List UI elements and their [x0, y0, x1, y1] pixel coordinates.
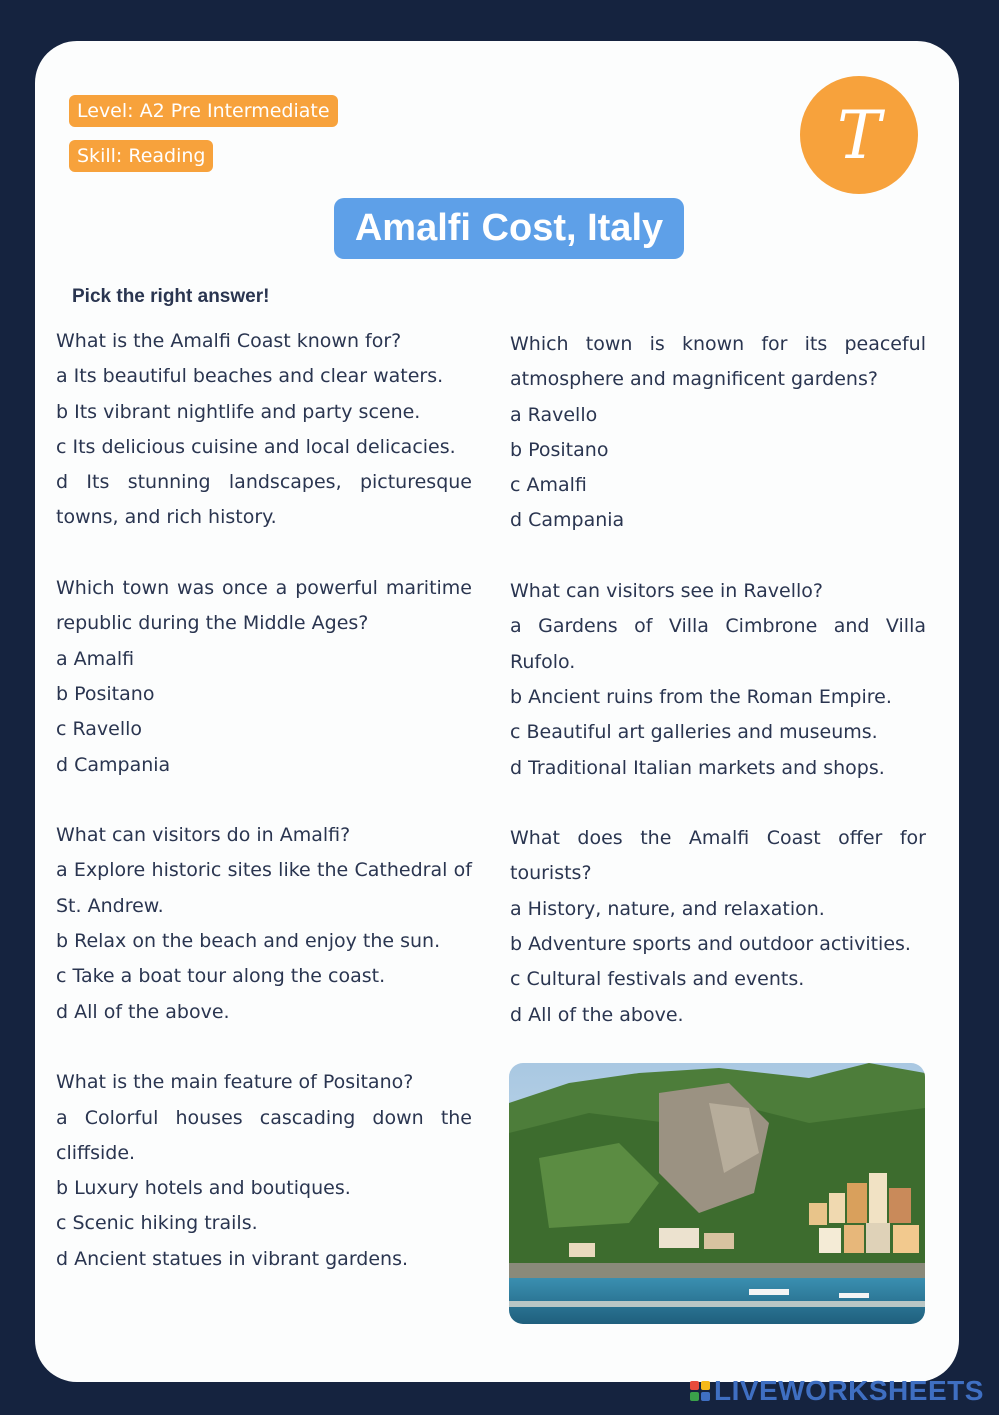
- answer-option[interactable]: a Amalfi: [56, 647, 135, 670]
- question-block: [56, 571, 472, 783]
- instruction-text: Pick the right answer!: [72, 286, 270, 307]
- page-title: Amalfi Cost, Italy: [334, 198, 684, 259]
- answer-option[interactable]: d Ancient statues in vibrant gardens.: [56, 1247, 409, 1270]
- questions-left-column: [56, 324, 472, 1312]
- answer-option[interactable]: a Its beautiful beaches and clear waters.: [56, 365, 444, 388]
- question-text: Which town was once a powerful maritime republic during the Middle Ages?: [56, 577, 472, 635]
- worksheet-card: [35, 41, 959, 1382]
- coast-photo-icon: [509, 1063, 925, 1324]
- amalfi-coast-photo: [509, 1063, 925, 1324]
- answer-option[interactable]: a Ravello: [510, 403, 598, 426]
- answer-option[interactable]: c Cultural festivals and events.: [510, 968, 805, 991]
- question-text: What does the Amalfi Coast offer for tourists?: [510, 827, 926, 885]
- answer-option[interactable]: a Explore historic sites like the Cathedral of St. Andrew.: [56, 859, 472, 917]
- question-block: [510, 574, 926, 786]
- answer-option[interactable]: d Campania: [510, 509, 625, 532]
- question-block: [510, 327, 926, 539]
- answer-option[interactable]: b Adventure sports and outdoor activities.: [510, 933, 911, 956]
- question-text: What can visitors see in Ravello?: [510, 580, 823, 603]
- answer-option[interactable]: b Positano: [56, 682, 155, 705]
- answer-option[interactable]: a Gardens of Villa Cimbrone and Villa Rufolo.: [510, 615, 926, 673]
- answer-option[interactable]: a Colorful houses cascading down the cliffside.: [56, 1106, 472, 1164]
- liveworksheets-brand: [690, 1375, 984, 1407]
- answer-option[interactable]: a History, nature, and relaxation.: [510, 897, 825, 920]
- answer-option[interactable]: c Ravello: [56, 718, 143, 741]
- question-text: Which town is known for its peaceful atmosphere and magnificent gardens?: [510, 333, 926, 391]
- answer-option[interactable]: d Its stunning landscapes, picturesque towns, and rich history.: [56, 471, 472, 529]
- answer-option[interactable]: c Scenic hiking trails.: [56, 1212, 258, 1235]
- questions-right-column: [510, 327, 926, 1068]
- level-tag: Level: A2 Pre Intermediate: [69, 95, 338, 127]
- question-text: What is the main feature of Positano?: [56, 1071, 414, 1094]
- brand-logo-icon: [690, 1381, 710, 1401]
- question-block: [56, 818, 472, 1030]
- answer-option[interactable]: c Its delicious cuisine and local delicacies.: [56, 435, 456, 458]
- question-block: [510, 821, 926, 1033]
- logo-icon: T: [800, 76, 918, 194]
- answer-option[interactable]: c Beautiful art galleries and museums.: [510, 721, 878, 744]
- answer-option[interactable]: b Its vibrant nightlife and party scene.: [56, 400, 421, 423]
- answer-option[interactable]: d Campania: [56, 753, 171, 776]
- answer-option[interactable]: c Amalfi: [510, 474, 587, 497]
- answer-option[interactable]: c Take a boat tour along the coast.: [56, 965, 386, 988]
- brand-text: LIVEWORKSHEETS: [714, 1375, 984, 1406]
- question-text: What can visitors do in Amalfi?: [56, 824, 351, 847]
- answer-option[interactable]: b Luxury hotels and boutiques.: [56, 1177, 351, 1200]
- answer-option[interactable]: b Relax on the beach and enjoy the sun.: [56, 930, 441, 953]
- question-text: What is the Amalfi Coast known for?: [56, 330, 402, 352]
- question-block: [56, 324, 472, 536]
- answer-option[interactable]: b Positano: [510, 438, 609, 461]
- answer-option[interactable]: d All of the above.: [56, 1000, 230, 1023]
- answer-option[interactable]: d Traditional Italian markets and shops.: [510, 756, 885, 779]
- skill-tag: Skill: Reading: [69, 140, 213, 172]
- answer-option[interactable]: b Ancient ruins from the Roman Empire.: [510, 685, 892, 708]
- answer-option[interactable]: d All of the above.: [510, 1003, 684, 1026]
- question-block: [56, 1065, 472, 1277]
